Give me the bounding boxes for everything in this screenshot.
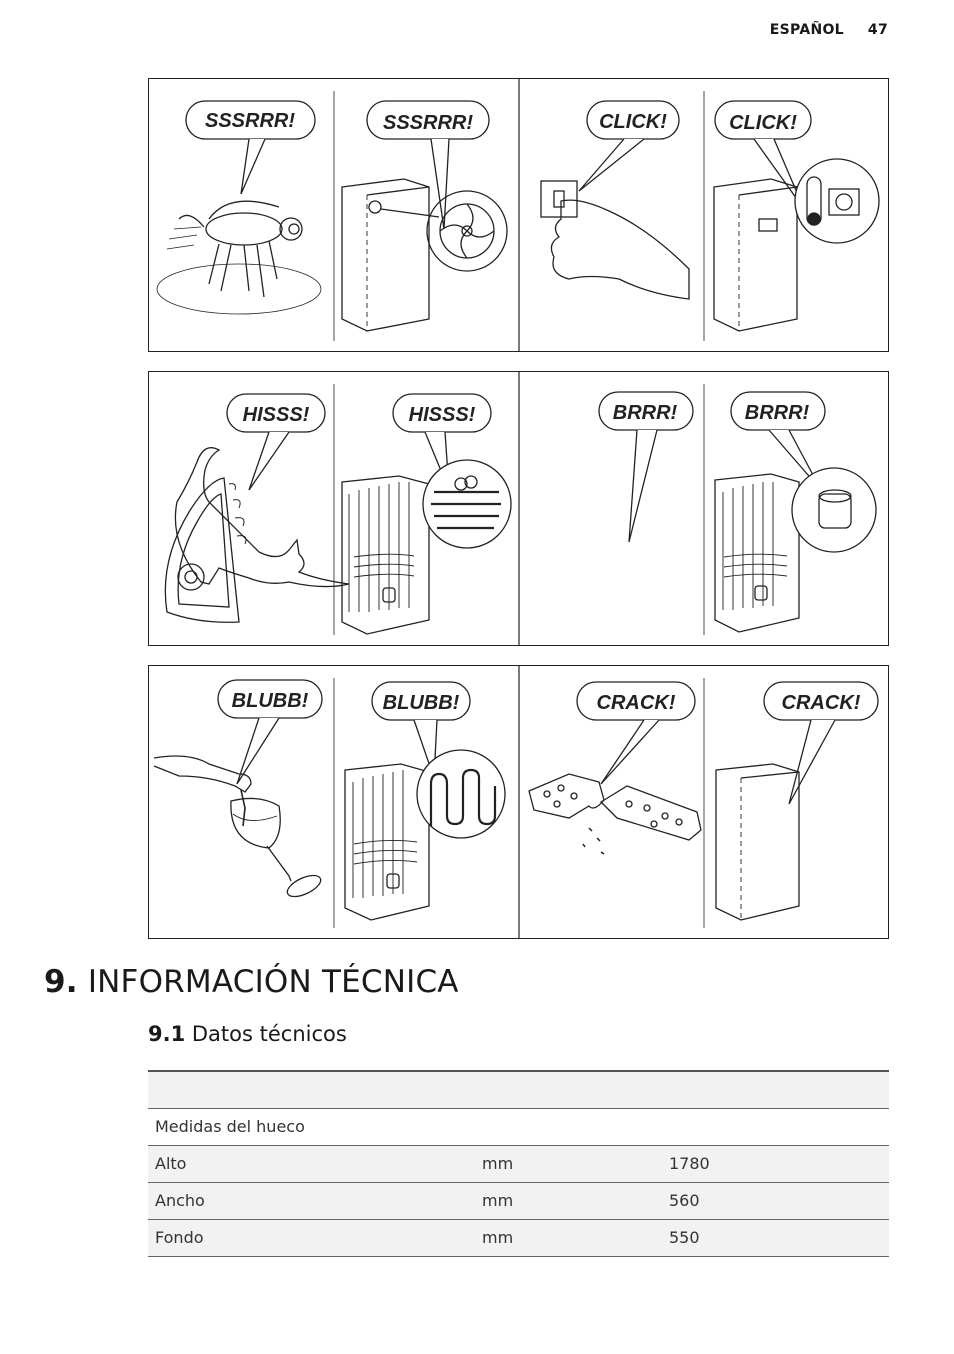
bubble-text-6: HISSS! bbox=[408, 404, 476, 426]
table-header-row bbox=[148, 1071, 889, 1108]
speech-bubble-1 bbox=[186, 101, 315, 194]
speech-bubble-7 bbox=[599, 392, 693, 542]
iron-icon bbox=[165, 478, 246, 622]
subsection-title-text: Datos técnicos bbox=[191, 1022, 347, 1046]
fridge-thermostat-icon bbox=[714, 159, 879, 331]
section-number: 9. bbox=[44, 964, 78, 1000]
row-value: 550 bbox=[662, 1219, 889, 1256]
fridge-compressor-icon bbox=[715, 468, 876, 632]
table-section-label: Medidas del hueco bbox=[148, 1108, 475, 1145]
row-value: 1780 bbox=[662, 1145, 889, 1182]
speech-bubble-5 bbox=[227, 394, 325, 490]
subsection-number: 9.1 bbox=[148, 1022, 186, 1046]
bubble-text-4: CLICK! bbox=[729, 112, 797, 134]
page-header bbox=[770, 22, 888, 38]
illustration-row-2 bbox=[148, 371, 889, 646]
table-section-row bbox=[148, 1108, 889, 1145]
row-label: Ancho bbox=[148, 1182, 475, 1219]
fridge-condenser-icon bbox=[342, 460, 511, 634]
ice-tray-icon bbox=[529, 774, 701, 854]
bubble-text-12: CRACK! bbox=[781, 692, 861, 714]
technical-data-table bbox=[148, 1070, 889, 1257]
table-row bbox=[148, 1145, 889, 1182]
header-page-number: 47 bbox=[867, 22, 888, 38]
bubble-text-7: BRRR! bbox=[612, 402, 678, 424]
illustration-row-3 bbox=[148, 665, 889, 939]
row-unit: mm bbox=[475, 1145, 662, 1182]
bubble-text-10: BLUBB! bbox=[382, 692, 460, 714]
illustration-row-1 bbox=[148, 78, 889, 352]
row-label: Alto bbox=[148, 1145, 475, 1182]
speech-bubble-11 bbox=[577, 682, 695, 784]
row-unit: mm bbox=[475, 1182, 662, 1219]
row-label: Fondo bbox=[148, 1219, 475, 1256]
bubble-text-3: CLICK! bbox=[599, 111, 667, 133]
switch-hand-icon bbox=[541, 181, 689, 299]
bubble-text-1: SSSRRR! bbox=[204, 110, 296, 132]
fridge-plain-icon bbox=[716, 764, 799, 920]
fly-icon bbox=[157, 201, 321, 314]
bubble-text-5: HISSS! bbox=[242, 404, 310, 426]
speech-bubble-9 bbox=[218, 680, 322, 784]
header-language: ESPAÑOL bbox=[769, 22, 844, 38]
speech-bubble-3 bbox=[579, 101, 679, 191]
row-value: 560 bbox=[662, 1182, 889, 1219]
table-row bbox=[148, 1182, 889, 1219]
fridge-evaporator-icon bbox=[345, 750, 505, 920]
subsection-heading bbox=[148, 1022, 347, 1046]
bubble-text-9: BLUBB! bbox=[231, 690, 309, 712]
row-unit: mm bbox=[475, 1219, 662, 1256]
speech-bubble-12 bbox=[764, 682, 878, 804]
section-heading bbox=[44, 964, 459, 1000]
bubble-text-11: CRACK! bbox=[596, 692, 676, 714]
bubble-text-2: SSSRRR! bbox=[382, 112, 474, 134]
table-row bbox=[148, 1219, 889, 1256]
bubble-text-8: BRRR! bbox=[744, 402, 810, 424]
fridge-fan-icon bbox=[342, 179, 507, 331]
section-title-text: INFORMACIÓN TÉCNICA bbox=[87, 964, 459, 1000]
